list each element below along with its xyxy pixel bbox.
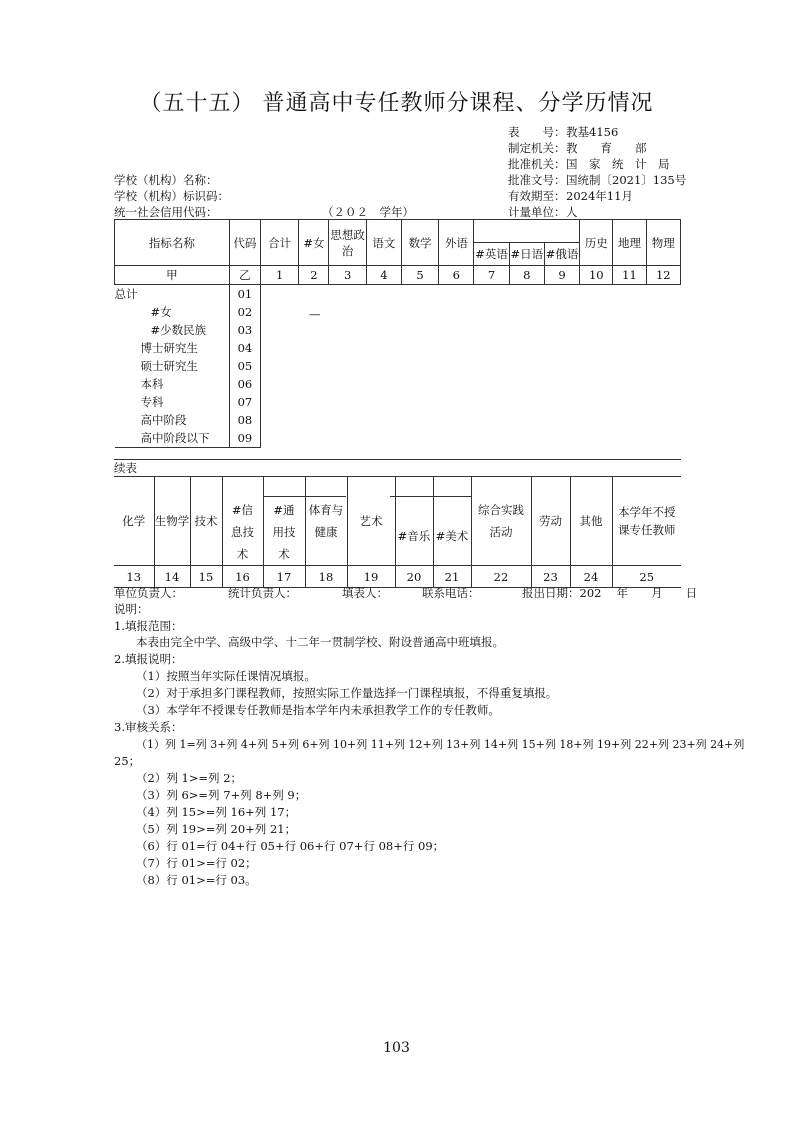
header-art: 艺术 xyxy=(347,477,395,566)
header-music-text: #音乐 xyxy=(397,529,431,543)
index-cell: 14 xyxy=(154,566,190,588)
report-date-label: 报出日期：202 年 月 日 xyxy=(522,586,698,600)
note-3a-cont: 25； xyxy=(114,754,141,768)
note-1a: 本表由完全中学、高级中学、十二年一贯制学校、附设普通高中班填报。 xyxy=(136,635,504,649)
row-label: 博士研究生 xyxy=(115,339,230,357)
header-pe-text: 体育与健康 xyxy=(308,503,344,539)
index-cell: 23 xyxy=(531,566,570,588)
header-fine-art-text: #美术 xyxy=(435,529,469,543)
index-cell: 甲 xyxy=(115,266,230,285)
index-cell: 1 xyxy=(261,266,299,285)
header-info-tech-text: #信息技术 xyxy=(231,503,254,561)
row-label: 硕士研究生 xyxy=(115,357,230,375)
school-year-label: （２０２ 学年） xyxy=(322,205,414,219)
index-cell: 3 xyxy=(329,266,366,285)
header-chinese: 语文 xyxy=(366,220,401,266)
index-cell: 乙 xyxy=(229,266,260,285)
index-cell: 17 xyxy=(263,566,305,588)
row-label: #女 xyxy=(115,303,230,321)
index-cell: 24 xyxy=(570,566,612,588)
row-code: 01 xyxy=(229,285,260,304)
header-general-tech xyxy=(263,477,305,566)
unit-head-label: 单位负责人： xyxy=(114,586,183,600)
header-pe xyxy=(305,477,347,566)
meta-approval-number: 批准文号：国统制〔2021〕135号 xyxy=(508,173,687,187)
index-row xyxy=(115,266,681,285)
table-row xyxy=(115,285,681,304)
index-cell: 19 xyxy=(347,566,395,588)
note-3e: （5）列 19>=列 20+列 21； xyxy=(136,822,297,836)
index-cell: 9 xyxy=(544,266,579,285)
header-history: 历史 xyxy=(580,220,613,266)
filler-label: 填表人： xyxy=(342,586,388,600)
note-3a: （1）列 1=列 3+列 4+列 5+列 6+列 10+列 11+列 12+列 13+列 14+列 15+列 18+列 19+列 22+列 23+列 24+列 xyxy=(136,738,745,751)
index-cell: 5 xyxy=(401,266,438,285)
meta-authority: 制定机关：教 育 部 xyxy=(508,141,647,155)
meta-valid-until: 有效期至：2024年11月 xyxy=(508,189,633,203)
header-russian: #俄语 xyxy=(544,243,579,266)
row-code: 05 xyxy=(229,357,260,375)
row-code: 02 xyxy=(229,303,260,321)
header-foreign-language: 外语 xyxy=(439,220,474,266)
continued-label: 续表 xyxy=(114,461,137,475)
meta-form-number: 表 号：教基4156 xyxy=(508,125,619,139)
row-label: 高中阶段 xyxy=(115,411,230,429)
header-labor: 劳动 xyxy=(531,477,570,566)
note-3g: （7）行 01>=行 02； xyxy=(136,856,257,870)
page-number: 103 xyxy=(383,1040,410,1056)
header-music xyxy=(395,477,433,566)
note-section-2: 2.填报说明： xyxy=(114,652,183,666)
art-subheader-line xyxy=(390,496,472,497)
note-3c: （3）列 6>=列 7+列 8+列 9； xyxy=(136,788,307,802)
row-label: 专科 xyxy=(115,393,230,411)
tech-subheader-line xyxy=(263,496,346,497)
main-table xyxy=(114,219,681,448)
dash-mark: — xyxy=(309,307,321,321)
index-cell: 22 xyxy=(471,566,531,588)
header-politics: 思想政治 xyxy=(329,220,366,266)
header-practice-text: 综合实践活动 xyxy=(478,503,524,539)
meta-approval-authority: 批准机关：国 家 统 计 局 xyxy=(508,157,670,171)
note-3h: （8）行 01>=行 03。 xyxy=(136,873,257,887)
header-info-tech xyxy=(222,477,263,566)
header-other: 其他 xyxy=(570,477,612,566)
divider xyxy=(114,459,681,460)
header-not-teaching xyxy=(612,477,681,566)
header-total: 合计 xyxy=(261,220,299,266)
index-cell: 18 xyxy=(305,566,347,588)
index-cell: 11 xyxy=(613,266,646,285)
meta-unit: 计量单位：人 xyxy=(508,205,578,219)
note-2c: （3）本学年不授课专任教师是指本学年内未承担教学工作的专任教师。 xyxy=(136,703,500,717)
row-code: 04 xyxy=(229,339,260,357)
index-cell: 6 xyxy=(439,266,474,285)
row-label: 总计 xyxy=(115,285,230,304)
note-2a: （1）按照当年实际任课情况填报。 xyxy=(136,669,316,683)
index-cell: 21 xyxy=(433,566,471,588)
page-title: （五十五） 普通高中专任教师分课程、分学历情况 xyxy=(139,91,654,116)
index-cell: 10 xyxy=(580,266,613,285)
row-code: 08 xyxy=(229,411,260,429)
row-code: 07 xyxy=(229,393,260,411)
row-code: 09 xyxy=(229,429,260,448)
note-3b: （2）列 1>=列 2； xyxy=(136,771,243,785)
note-3f: （6）行 01=行 04+行 05+行 06+行 07+行 08+行 09； xyxy=(136,839,445,853)
note-3d: （4）列 15>=列 16+列 17； xyxy=(136,805,297,819)
school-id-field: 学校（机构）标识码： xyxy=(114,189,229,203)
header-english: #英语 xyxy=(474,243,509,266)
header-physics: 物理 xyxy=(646,220,680,266)
index-cell: 13 xyxy=(114,566,154,588)
index-cell: 25 xyxy=(612,566,681,588)
row-label: 本科 xyxy=(115,375,230,393)
index-cell: 2 xyxy=(299,266,329,285)
row-label: 高中阶段以下 xyxy=(115,429,230,448)
credit-code-field: 统一社会信用代码： xyxy=(114,205,218,219)
row-label: #少数民族 xyxy=(115,321,230,339)
header-code: 代码 xyxy=(229,220,260,266)
header-math: 数学 xyxy=(401,220,438,266)
header-female: #女 xyxy=(299,220,329,266)
index-cell: 8 xyxy=(509,266,544,285)
school-name-field: 学校（机构）名称： xyxy=(114,173,218,187)
continued-table xyxy=(114,476,681,588)
phone-label: 联系电话： xyxy=(422,586,480,600)
note-section-3: 3.审核关系： xyxy=(114,720,183,734)
index-cell: 16 xyxy=(222,566,263,588)
header-japanese: #日语 xyxy=(509,243,544,266)
index-cell: 4 xyxy=(366,266,401,285)
row-code: 06 xyxy=(229,375,260,393)
header-general-tech-text: #通用技术 xyxy=(272,503,296,561)
header-not-teaching-text: 本学年不授课专任教师 xyxy=(618,505,676,537)
index-cell: 7 xyxy=(474,266,509,285)
header-biology: 生物学 xyxy=(154,477,190,566)
header-indicator-name: 指标名称 xyxy=(115,220,230,266)
header-practice xyxy=(471,477,531,566)
row-code: 03 xyxy=(229,321,260,339)
header-chemistry: 化学 xyxy=(114,477,154,566)
header-technology: 技术 xyxy=(190,477,222,566)
header-geography: 地理 xyxy=(613,220,646,266)
index-cell: 12 xyxy=(646,266,680,285)
header-fine-art xyxy=(433,477,471,566)
stat-head-label: 统计负责人： xyxy=(228,586,297,600)
header-foreign-sub-spacer xyxy=(474,220,580,243)
index-cell: 20 xyxy=(395,566,433,588)
note-section-1: 1.填报范围： xyxy=(114,619,183,633)
notes-heading: 说明： xyxy=(114,602,149,616)
note-2b: （2）对于承担多门课程教师，按照实际工作量选择一门课程填报，不得重复填报。 xyxy=(136,686,558,700)
index-cell: 15 xyxy=(190,566,222,588)
data-area xyxy=(261,285,681,448)
